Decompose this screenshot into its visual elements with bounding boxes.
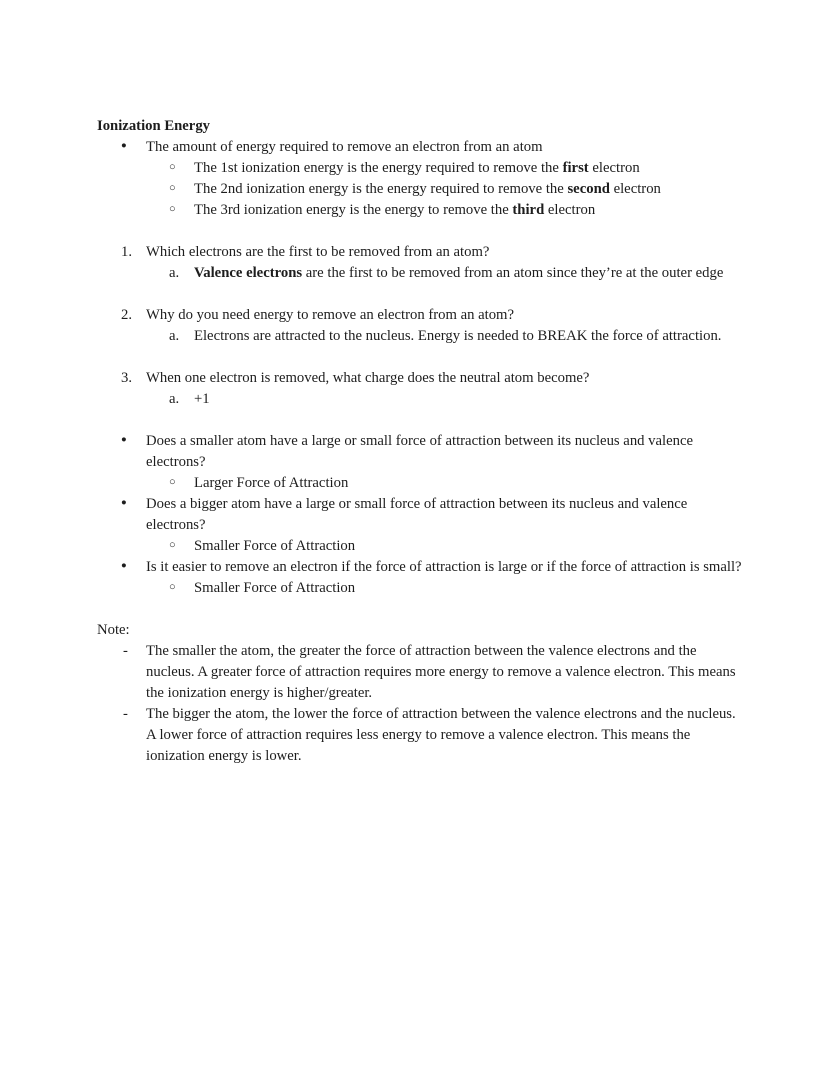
discussion-question: Is it easier to remove an electron if the force of attraction is large or if the force of attraction is small? (146, 559, 742, 575)
question-text: When one electron is removed, what charge does the neutral atom become? (146, 370, 590, 386)
discussion-answer-text: Smaller Force of Attraction (194, 580, 356, 596)
document-content (97, 116, 742, 767)
discussion-answer-1 (97, 473, 747, 494)
answer-text (194, 391, 210, 407)
discussion-answer-text: Smaller Force of Attraction (194, 538, 356, 554)
circle-marker: ○ (169, 203, 176, 215)
bullet-marker: ● (121, 498, 127, 508)
discussion-bullet-3 (97, 557, 747, 578)
spacer (97, 599, 731, 620)
sub-bullet-definition-1 (97, 158, 747, 179)
letter-answer-2 (97, 326, 747, 347)
circle-marker: ○ (169, 476, 176, 488)
question-text: Which electrons are the first to be removed from an atom? (146, 244, 490, 260)
letter-marker: a. (169, 328, 180, 344)
sub-bullet-definition-3 (97, 200, 747, 221)
letter-answer-3 (97, 389, 747, 410)
circle-marker: ○ (169, 182, 176, 194)
bullet-marker: ● (121, 561, 127, 571)
question-text: Why do you need energy to remove an electron from an atom? (146, 307, 515, 323)
dash-marker: - (123, 706, 128, 722)
definition-bold: first (562, 160, 589, 176)
dash-marker: - (123, 643, 128, 659)
discussion-question: Does a smaller atom have a large or small force of attraction between its nucleus and valence electrons? (146, 433, 694, 470)
definition-post: electron (544, 202, 596, 218)
number-marker: 3. (121, 370, 133, 386)
answer-text (194, 265, 723, 281)
bullet-item-intro (97, 137, 747, 158)
answer-rest: Electrons are attracted to the nucleus. Energy is needed to BREAK the force of attraction. (194, 328, 722, 344)
note-item-2 (97, 704, 747, 767)
definition-pre: The 3rd ionization energy is the energy to remove the (194, 202, 513, 218)
discussion-bullet-1 (97, 431, 747, 473)
page-title: Ionization Energy (97, 118, 211, 134)
numbered-question-2 (97, 305, 747, 326)
note-text: The bigger the atom, the lower the force of attraction between the valence electrons and the nucleus. A lower force of attraction requires less energy to remove a valence electron. This means the ionization energy is lower. (146, 706, 736, 764)
answer-rest: are the first to be removed from an atom since they’re at the outer edge (302, 265, 724, 281)
note-label: Note: (97, 622, 130, 638)
spacer (97, 221, 731, 242)
circle-marker: ○ (169, 581, 176, 593)
note-item-1 (97, 641, 747, 704)
spacer (97, 347, 731, 368)
definition-bold: second (567, 181, 610, 197)
definition-pre: The 1st ionization energy is the energy required to remove the (194, 160, 563, 176)
definition-pre: The 2nd ionization energy is the energy required to remove the (194, 181, 568, 197)
answer-rest: +1 (194, 391, 210, 407)
circle-marker: ○ (169, 539, 176, 551)
definition-post: electron (588, 160, 640, 176)
definition-text (194, 160, 640, 176)
number-marker: 2. (121, 307, 133, 323)
discussion-answer-2 (97, 536, 747, 557)
discussion-question: Does a bigger atom have a large or small force of attraction between its nucleus and valence electrons? (146, 496, 688, 533)
answer-text (194, 328, 721, 344)
letter-answer-1 (97, 263, 747, 284)
circle-marker: ○ (169, 161, 176, 173)
letter-marker: a. (169, 391, 180, 407)
definition-bold: third (512, 202, 545, 218)
numbered-question-1 (97, 242, 747, 263)
spacer (97, 410, 731, 431)
bullet-marker: ● (121, 435, 127, 445)
bullet-marker: ● (121, 141, 127, 151)
numbered-question-3 (97, 368, 747, 389)
definition-text (194, 181, 661, 197)
intro-text: The amount of energy required to remove an electron from an atom (146, 139, 543, 155)
spacer (97, 284, 731, 305)
discussion-answer-text: Larger Force of Attraction (194, 475, 349, 491)
definition-text (194, 202, 595, 218)
number-marker: 1. (121, 244, 133, 260)
note-text: The smaller the atom, the greater the force of attraction between the valence electrons and the nucleus. A greater force of attraction requires more energy to remove a valence electron. This means the ionization energy is higher/greater. (146, 643, 736, 701)
answer-bold: Valence electrons (194, 265, 303, 281)
discussion-answer-3 (97, 578, 747, 599)
sub-bullet-definition-2 (97, 179, 747, 200)
discussion-bullet-2 (97, 494, 747, 536)
letter-marker: a. (169, 265, 180, 281)
definition-post: electron (609, 181, 661, 197)
